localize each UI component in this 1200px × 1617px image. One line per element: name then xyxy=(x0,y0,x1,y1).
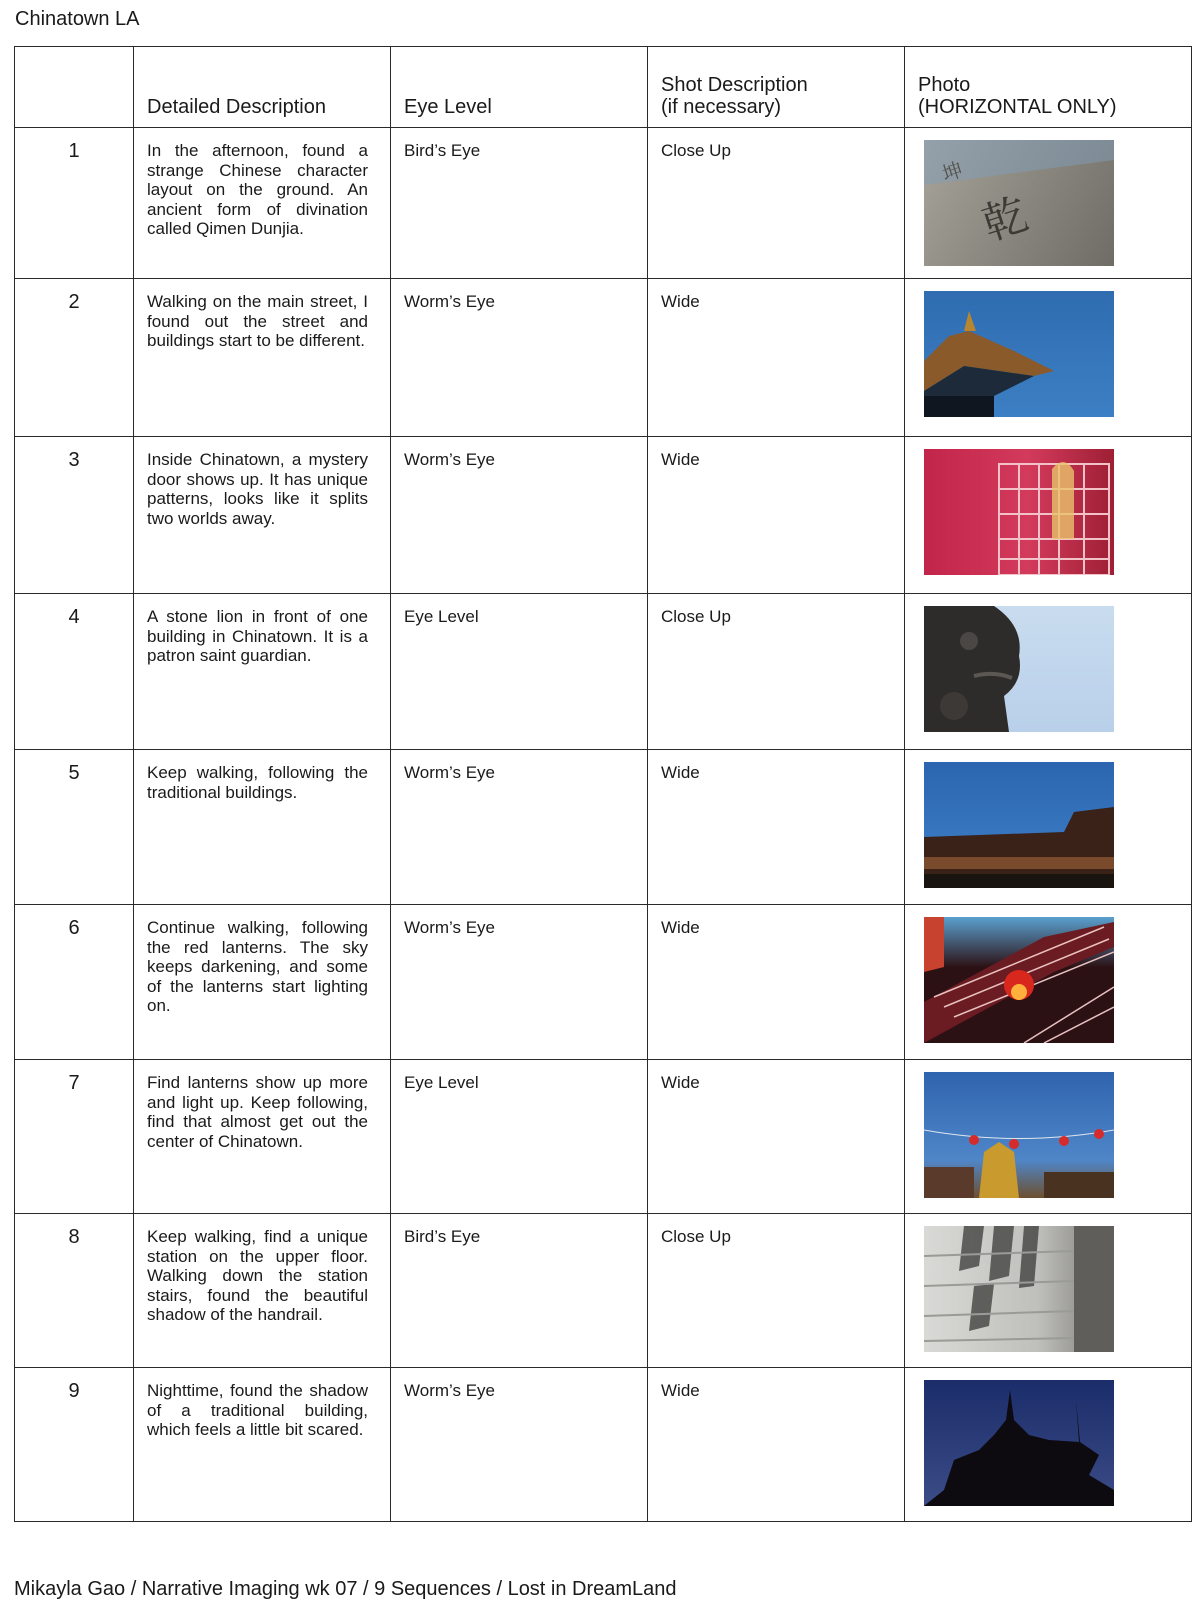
header-photo-line2: (HORIZONTAL ONLY) xyxy=(918,96,1117,118)
shot-description-text: Continue walking, following the red lanterns. The sky keeps darkening, and some of the lanterns start lighting on. xyxy=(134,905,391,1060)
stone-lion-photo xyxy=(924,606,1114,732)
table-row xyxy=(15,905,1192,1060)
lantern-street-photo xyxy=(924,1072,1114,1198)
eye-level-value: Worm’s Eye xyxy=(391,279,648,437)
shot-number: 4 xyxy=(15,594,134,750)
stair-shadow-photo xyxy=(924,1226,1114,1352)
shot-type-value: Wide xyxy=(648,1060,905,1214)
header-row xyxy=(15,47,1192,128)
pagoda-roof-photo xyxy=(924,291,1114,417)
shot-type-value: Close Up xyxy=(648,128,905,279)
shot-number: 9 xyxy=(15,1368,134,1522)
table-row xyxy=(15,128,1192,279)
shot-type-value: Wide xyxy=(648,279,905,437)
eye-level-value: Eye Level xyxy=(391,1060,648,1214)
eye-level-value: Eye Level xyxy=(391,594,648,750)
table-row xyxy=(15,279,1192,437)
svg-text:坤: 坤 xyxy=(939,157,966,187)
table-row xyxy=(15,1060,1192,1214)
shot-description-text: In the afternoon, found a strange Chinese character layout on the ground. An ancient form of divination called Qimen Dunjia. xyxy=(134,128,391,279)
header-photo-line1: Photo xyxy=(918,74,971,96)
shot-type-value: Wide xyxy=(648,1368,905,1522)
eye-level-value: Bird’s Eye xyxy=(391,128,648,279)
shot-description-text: Find lanterns show up more and light up. Keep following, find that almost get out the center of Chinatown. xyxy=(134,1060,391,1214)
header-number xyxy=(15,47,134,128)
header-shot-description xyxy=(648,47,905,128)
table-row xyxy=(15,750,1192,905)
shot-number: 6 xyxy=(15,905,134,1060)
red-lantern-photo xyxy=(924,917,1114,1043)
red-door-photo xyxy=(924,449,1114,575)
footer-credit: Mikayla Gao / Narrative Imaging wk 07 / 9 Sequences / Lost in DreamLand xyxy=(14,1578,677,1600)
table-row xyxy=(15,437,1192,594)
shot-description-text: Walking on the main street, I found out the street and buildings start to be different. xyxy=(134,279,391,437)
night-silhouette-photo xyxy=(924,1380,1114,1506)
shot-number: 1 xyxy=(15,128,134,279)
header-description: Detailed Description xyxy=(134,47,391,128)
shot-type-value: Wide xyxy=(648,437,905,594)
eye-level-value: Worm’s Eye xyxy=(391,437,648,594)
shot-type-value: Wide xyxy=(648,905,905,1060)
shot-type-value: Wide xyxy=(648,750,905,905)
shot-type-value: Close Up xyxy=(648,1214,905,1368)
header-eye-level: Eye Level xyxy=(391,47,648,128)
shot-number: 8 xyxy=(15,1214,134,1368)
shot-type-value: Close Up xyxy=(648,594,905,750)
shot-number: 2 xyxy=(15,279,134,437)
header-photo xyxy=(905,47,1192,128)
eye-level-value: Bird’s Eye xyxy=(391,1214,648,1368)
shot-number: 7 xyxy=(15,1060,134,1214)
shot-description-text: Inside Chinatown, a mystery door shows up. It has unique patterns, looks like it splits two worlds away. xyxy=(134,437,391,594)
eye-level-value: Worm’s Eye xyxy=(391,750,648,905)
shot-description-text: Keep walking, find a unique station on the upper floor. Walking down the station stairs, found the beautiful shadow of the handrail. xyxy=(134,1214,391,1368)
table-row xyxy=(15,1214,1192,1368)
shot-number: 5 xyxy=(15,750,134,905)
ground-characters-photo xyxy=(924,140,1114,266)
svg-text:乾: 乾 xyxy=(976,188,1035,251)
eye-level-value: Worm’s Eye xyxy=(391,905,648,1060)
shot-description-text: A stone lion in front of one building in Chinatown. It is a patron saint guardian. xyxy=(134,594,391,750)
header-shot-line2: (if necessary) xyxy=(661,96,782,118)
table-row xyxy=(15,1368,1192,1522)
storyboard-table xyxy=(14,46,1192,1522)
rooftop-photo xyxy=(924,762,1114,888)
shot-description-text: Keep walking, following the traditional buildings. xyxy=(134,750,391,905)
eye-level-value: Worm’s Eye xyxy=(391,1368,648,1522)
header-shot-line1: Shot Description xyxy=(661,74,808,96)
shot-description-text: Nighttime, found the shadow of a traditional building, which feels a little bit scared. xyxy=(134,1368,391,1522)
table-row xyxy=(15,594,1192,750)
shot-number: 3 xyxy=(15,437,134,594)
document-title: Chinatown LA xyxy=(15,8,140,30)
